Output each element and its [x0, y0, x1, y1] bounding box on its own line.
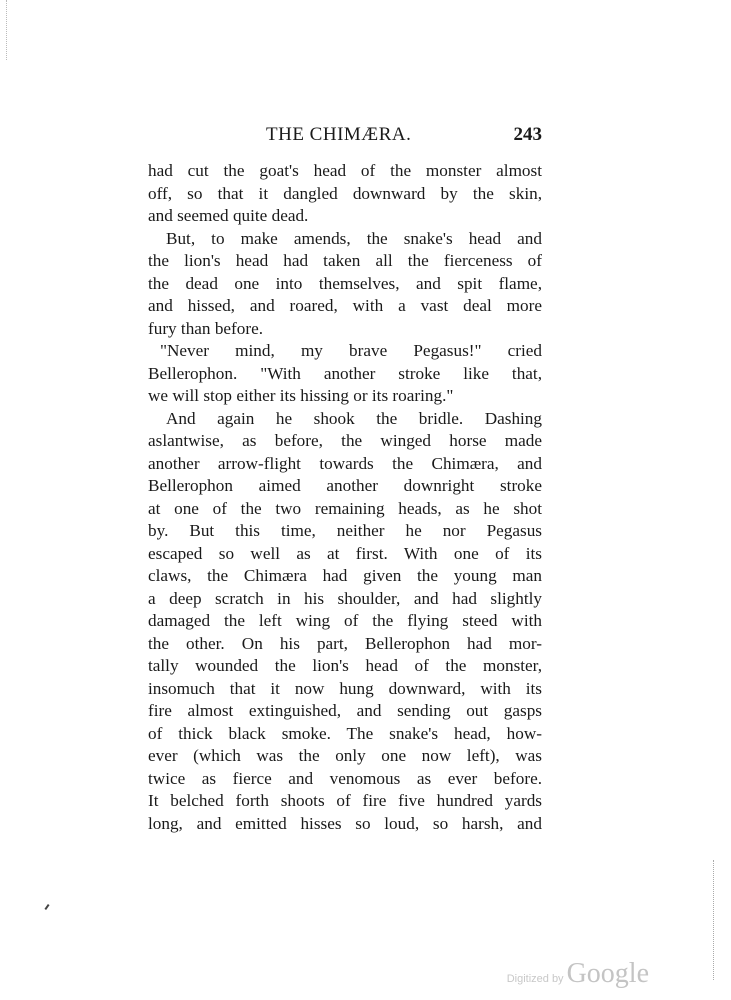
scan-edge-mark — [6, 0, 8, 60]
text-line: aslantwise, as before, the winged horse made — [148, 431, 542, 450]
text-line: the dead one into themselves, and spit flame, — [148, 273, 542, 293]
text-line: another arrow-flight towards the Chimæra, and — [148, 453, 542, 473]
text-line: long, and emitted hisses so loud, so harsh, and — [148, 813, 542, 833]
text-line: fury than before. — [148, 318, 264, 338]
text-line: claws, the Chimæra had given the young man — [148, 566, 542, 585]
text-line: But, to make amends, the snake's head and — [166, 228, 542, 248]
text-line: and seemed quite dead. — [148, 206, 309, 225]
text-line: fire almost extinguished, and sending out gasps — [148, 701, 542, 720]
text-line: ever (which was the only one now left), was — [148, 746, 542, 765]
text-line: And again he shook the bridle. Dashing — [166, 408, 542, 428]
text-line: off, so that it dangled downward by the skin, — [148, 183, 542, 203]
text-line: damaged the left wing of the flying steed with — [148, 611, 542, 630]
text-line: tally wounded the lion's head of the monster, — [148, 656, 542, 675]
page-header — [148, 124, 542, 154]
text-line: had cut the goat's head of the monster almost — [148, 161, 542, 180]
text-line: we will stop either its hissing or its roaring." — [148, 386, 454, 405]
text-line: "Never mind, my brave Pegasus!" cried — [160, 341, 542, 360]
text-line: by. But this time, neither he nor Pegasus — [148, 521, 542, 540]
stray-pen-mark — [44, 904, 49, 910]
text-line: of thick black smoke. The snake's head, how- — [148, 723, 542, 743]
watermark-label: Digitized by — [506, 973, 564, 985]
text-line: the lion's head had taken all the fierceness of — [148, 251, 542, 270]
google-logo: Google — [566, 958, 649, 989]
text-line: the other. On his part, Bellerophon had mor- — [148, 633, 542, 653]
page-number: 243 — [513, 124, 542, 145]
text-line: It belched forth shoots of fire five hundred yards — [148, 791, 542, 810]
running-title: THE CHIMÆRA. — [266, 124, 412, 145]
text-line: at one of the two remaining heads, as he shot — [148, 498, 542, 518]
text-line: escaped so well as at first. With one of its — [148, 543, 542, 563]
text-line: a deep scratch in his shoulder, and had slightly — [148, 588, 542, 608]
text-line: Bellerophon aimed another downright stroke — [148, 476, 542, 495]
text-line: Bellerophon. "With another stroke like that, — [148, 363, 542, 383]
text-line: and hissed, and roared, with a vast deal more — [148, 296, 542, 315]
text-line: insomuch that it now hung downward, with its — [148, 678, 542, 698]
text-line: twice as fierce and venomous as ever before. — [148, 768, 542, 788]
body-text — [148, 160, 542, 835]
scan-edge-dots — [713, 860, 715, 980]
digitized-watermark — [507, 958, 649, 990]
